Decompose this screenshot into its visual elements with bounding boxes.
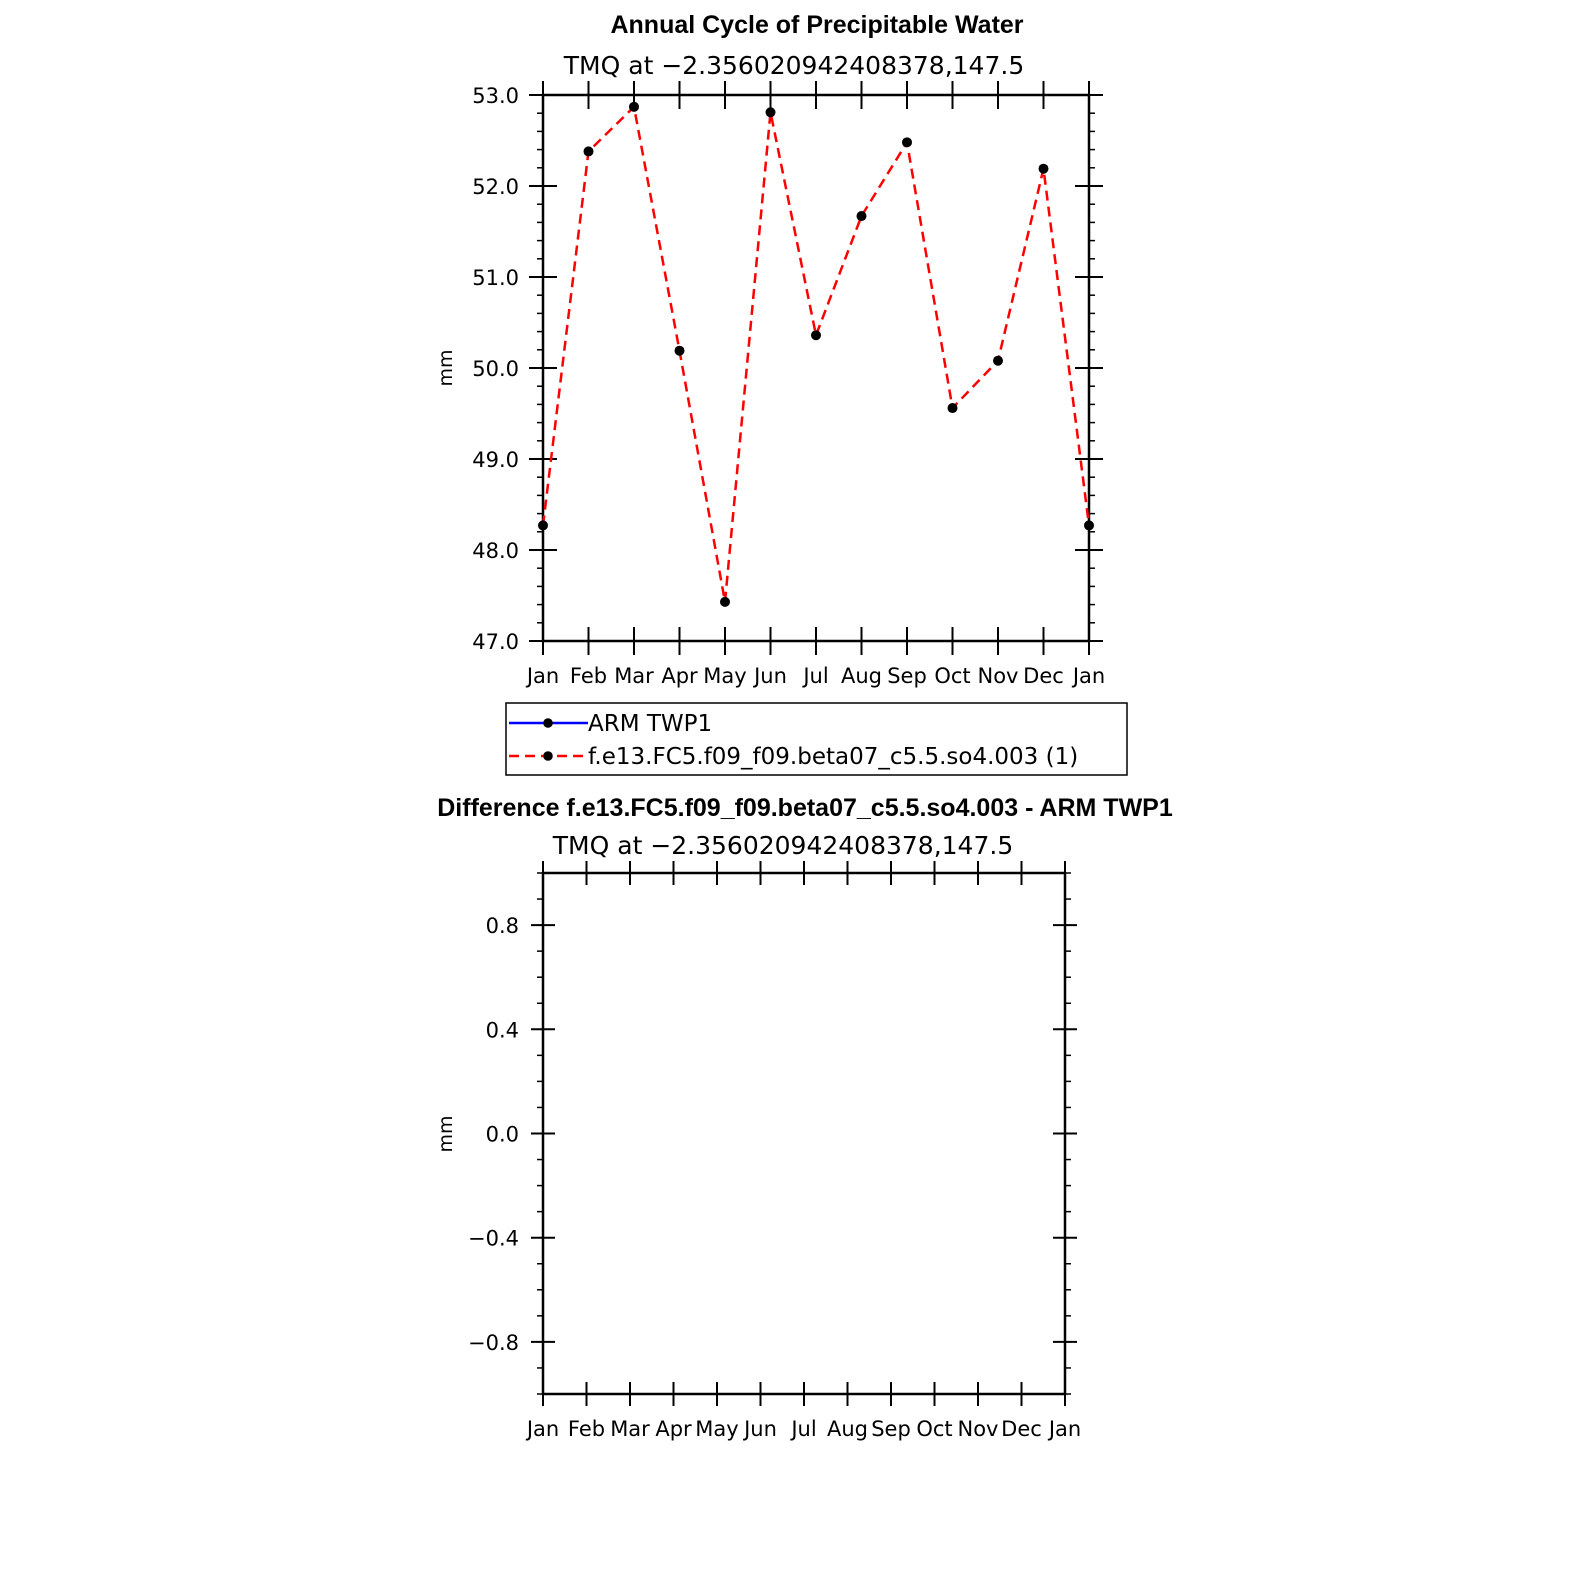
- y-tick-label: 0.0: [485, 1122, 519, 1147]
- data-point: [857, 211, 867, 221]
- legend-marker-arm: [543, 718, 553, 728]
- series-line-1: [543, 107, 1089, 602]
- x-tick-label: Feb: [567, 1417, 606, 1441]
- chart1-plot-frame: [543, 95, 1089, 641]
- data-point: [720, 597, 730, 607]
- legend-label-model: f.e13.FC5.f09_f09.beta07_c5.5.so4.003 (1): [588, 744, 1079, 770]
- y-tick-label: 51.0: [472, 266, 519, 290]
- x-tick-label: Aug: [826, 1417, 869, 1441]
- y-tick-label: 49.0: [472, 448, 519, 472]
- x-tick-label: Mar: [610, 1417, 650, 1441]
- x-tick-label: Dec: [1023, 664, 1064, 688]
- data-point: [1039, 164, 1049, 174]
- data-point: [811, 330, 821, 340]
- x-tick-label: May: [703, 664, 747, 688]
- x-tick-label: Nov: [977, 664, 1019, 688]
- data-point: [675, 346, 685, 356]
- data-point: [584, 146, 594, 156]
- data-point: [538, 520, 548, 530]
- x-tick-label: Mar: [614, 664, 654, 688]
- x-tick-label: Jan: [1072, 664, 1106, 688]
- x-tick-label: Jan: [1048, 1417, 1082, 1441]
- y-tick-label: 50.0: [472, 357, 519, 381]
- chart2-plot-frame: [543, 873, 1065, 1394]
- x-tick-label: Apr: [655, 1417, 692, 1441]
- chart1-y-tick-labels: [472, 84, 519, 654]
- chart2-ylabel: mm: [435, 1115, 457, 1153]
- y-tick-label: 0.8: [485, 914, 519, 939]
- x-tick-label: Jan: [526, 1417, 560, 1441]
- chart1-x-tick-labels: [525, 664, 1105, 688]
- difference-chart: [435, 794, 1173, 1441]
- chart2-x-tick-labels: [525, 1417, 1081, 1441]
- x-tick-label: Jun: [754, 664, 787, 688]
- chart1-ticks: [529, 81, 1103, 655]
- legend-marker-model: [543, 751, 553, 761]
- y-tick-label: −0.8: [468, 1330, 519, 1355]
- x-tick-label: Sep: [887, 664, 927, 688]
- data-point: [948, 403, 958, 413]
- data-point: [1084, 520, 1094, 530]
- y-tick-label: 52.0: [472, 175, 519, 199]
- x-tick-label: Oct: [934, 664, 971, 688]
- y-tick-label: 47.0: [472, 630, 519, 654]
- chart1-title: Annual Cycle of Precipitable Water: [610, 11, 1024, 39]
- x-tick-label: Dec: [1001, 1417, 1042, 1441]
- data-point: [629, 102, 639, 112]
- chart1-ylabel: mm: [435, 349, 457, 387]
- y-tick-label: −0.4: [468, 1226, 519, 1251]
- x-tick-label: Jun: [744, 1417, 777, 1441]
- chart2-subtitle: TMQ at −2.356020942408378,147.5: [552, 831, 1014, 860]
- chart2-ticks: [531, 861, 1077, 1406]
- chart2-title: Difference f.e13.FC5.f09_f09.beta07_c5.5.so4.003 - ARM TWP1: [437, 794, 1173, 822]
- data-point: [993, 356, 1003, 366]
- x-tick-label: Sep: [871, 1417, 911, 1441]
- legend-label-arm: ARM TWP1: [588, 711, 713, 737]
- x-tick-label: Nov: [957, 1417, 999, 1441]
- x-tick-label: Jan: [526, 664, 560, 688]
- chart1-series: [538, 102, 1094, 607]
- x-tick-label: Jul: [791, 1417, 817, 1441]
- y-tick-label: 53.0: [472, 84, 519, 108]
- y-tick-label: 48.0: [472, 539, 519, 563]
- chart1-subtitle: TMQ at −2.356020942408378,147.5: [563, 51, 1025, 80]
- data-point: [902, 137, 912, 147]
- chart2-y-tick-labels: [468, 914, 519, 1355]
- x-tick-label: Oct: [916, 1417, 953, 1441]
- x-tick-label: Aug: [840, 664, 883, 688]
- x-tick-label: Feb: [569, 664, 608, 688]
- x-tick-label: Apr: [661, 664, 698, 688]
- legend: [506, 703, 1127, 775]
- annual-cycle-chart: [435, 11, 1105, 688]
- y-tick-label: 0.4: [485, 1018, 519, 1043]
- x-tick-label: Jul: [803, 664, 829, 688]
- data-point: [766, 107, 776, 117]
- x-tick-label: May: [695, 1417, 739, 1441]
